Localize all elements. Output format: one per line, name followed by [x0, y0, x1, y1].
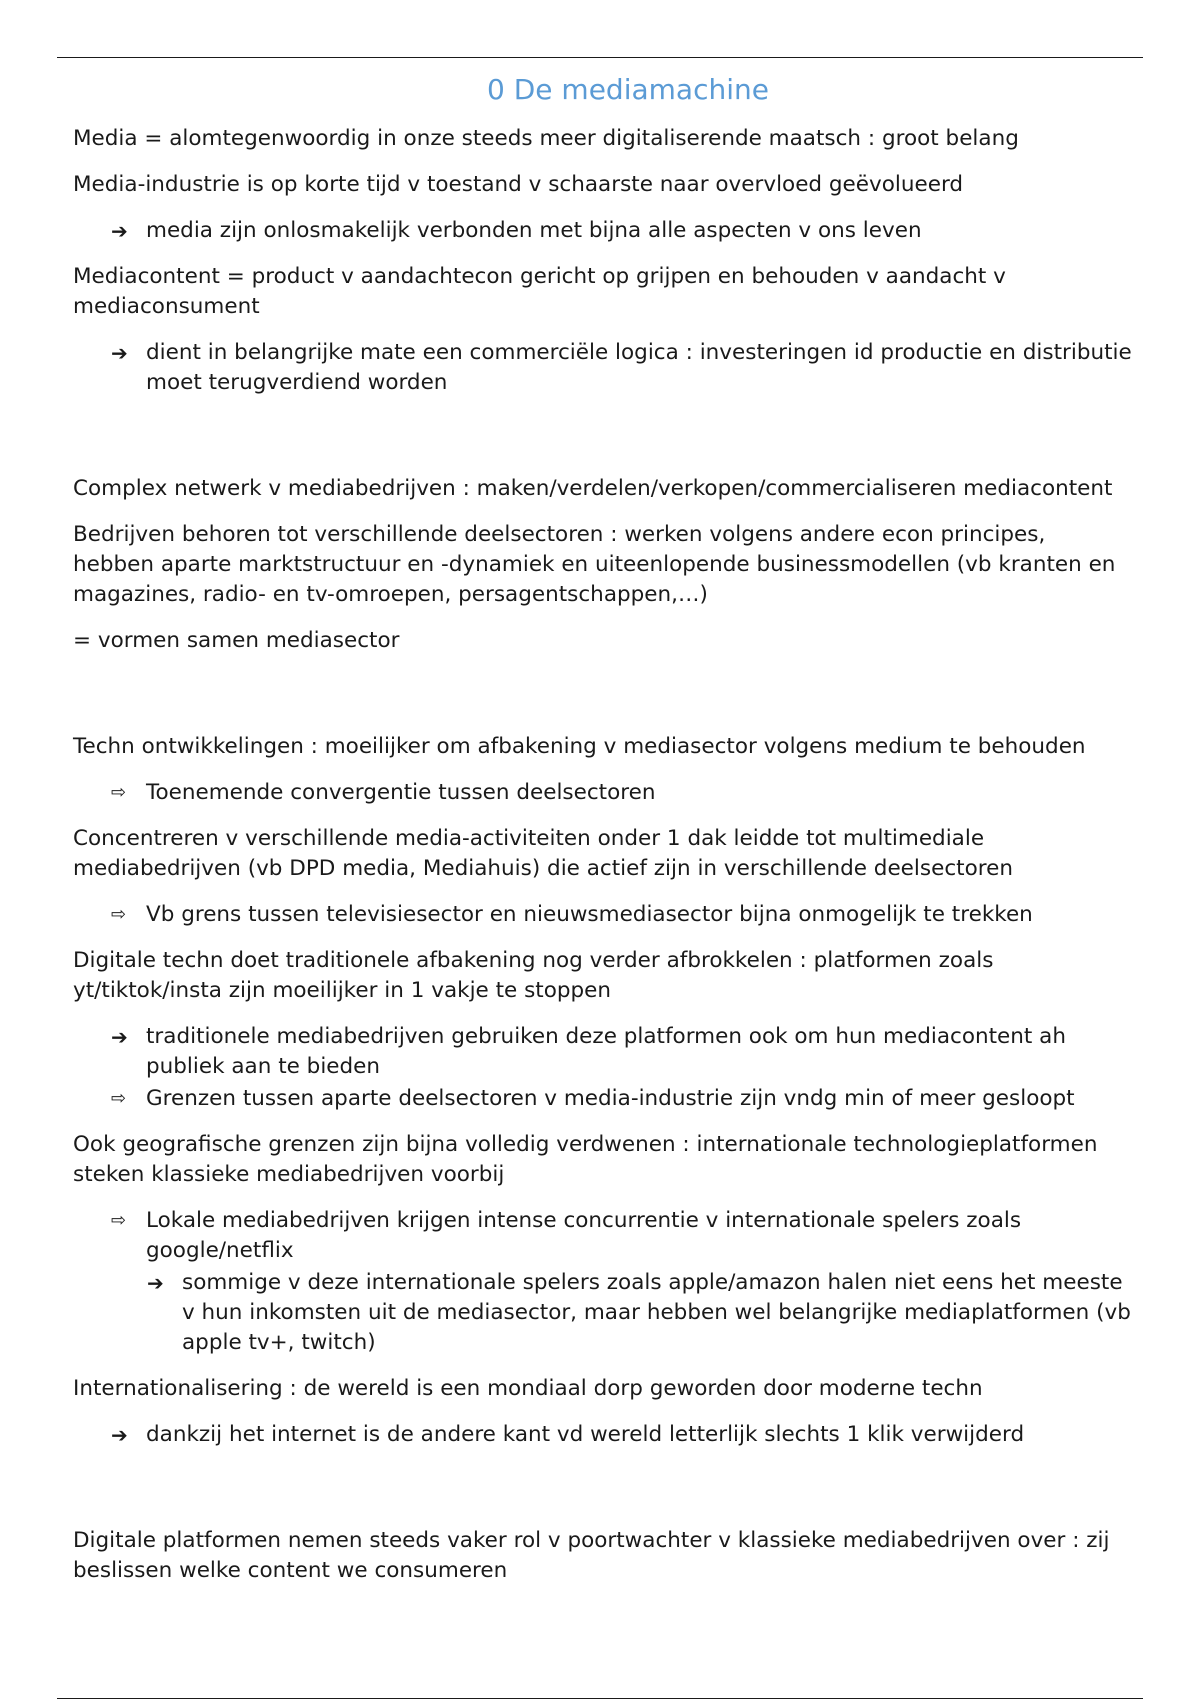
arrow-icon: ➔ — [111, 219, 128, 243]
hollow-arrow-icon: ⇨ — [111, 904, 127, 925]
hollow-arrow-icon: ⇨ — [111, 1210, 127, 1231]
list-item — [73, 1206, 1133, 1266]
list-item — [73, 1084, 1133, 1114]
paragraph: Complex netwerk v mediabedrijven : maken/verdelen/verkopen/commercialiseren mediacontent — [73, 476, 1113, 501]
hollow-arrow-icon: ⇨ — [111, 1088, 127, 1109]
paragraph: Digitale platformen nemen steeds vaker rol v poortwachter v klassieke mediabedrijven over : zij beslissen welke content we consumeren — [73, 1528, 1110, 1583]
arrow-icon: ➔ — [111, 1025, 128, 1049]
list-item — [73, 1420, 1133, 1450]
paragraph: = vormen samen mediasector — [73, 628, 400, 653]
list-item — [73, 338, 1133, 398]
list-item-text: traditionele mediabedrijven gebruiken deze platformen ook om hun mediacontent ah publiek aan te bieden — [146, 1024, 1066, 1079]
paragraph: Concentreren v verschillende media-activiteiten onder 1 dak leidde tot multimediale mediabedrijven (vb DPD media, Mediahuis) die actief zijn in verschillende deelsectoren — [73, 826, 1013, 881]
paragraph: Digitale techn doet traditionele afbakening nog verder afbrokkelen : platformen zoals yt/tiktok/insta zijn moeilijker in 1 vakje te stoppen — [73, 948, 994, 1003]
list-item-text: Toenemende convergentie tussen deelsectoren — [146, 780, 656, 805]
arrow-icon: ➔ — [111, 1423, 128, 1447]
list-item-text: dient in belangrijke mate een commerciële logica : investeringen id productie en distributie moet terugverdiend worden — [146, 340, 1132, 395]
paragraph: Internationalisering : de wereld is een mondiaal dorp geworden door moderne techn — [73, 1376, 983, 1401]
hollow-arrow-icon: ⇨ — [111, 782, 127, 803]
list-item-text: Lokale mediabedrijven krijgen intense concurrentie v internationale spelers zoals google/netflix — [146, 1208, 1022, 1263]
paragraph: Techn ontwikkelingen : moeilijker om afbakening v mediasector volgens medium te behouden — [73, 734, 1086, 759]
list-item — [73, 900, 1133, 930]
spacer — [73, 414, 1133, 474]
document-body — [73, 66, 1133, 1602]
arrow-icon: ➔ — [111, 341, 128, 365]
paragraph: Bedrijven behoren tot verschillende deelsectoren : werken volgens andere econ principes, hebben aparte marktstructuur en -dynamiek en uiteenlopende businessmodellen (vb kranten en magazines, radio- en tv-omroepen, persagentschappen,…) — [73, 522, 1116, 607]
paragraph: Ook geografische grenzen zijn bijna volledig verdwenen : internationale technologieplatformen steken klassieke mediabedrijven voorbij — [73, 1132, 1098, 1187]
list-item-text: sommige v deze internationale spelers zoals apple/amazon halen niet eens het meeste v hun inkomsten uit de mediasector, maar hebben wel belangrijke mediaplatformen (vb apple tv+, twitch) — [182, 1270, 1131, 1355]
top-rule — [57, 57, 1143, 58]
list-item — [73, 778, 1133, 808]
list-item-text: media zijn onlosmakelijk verbonden met bijna alle aspecten v ons leven — [146, 218, 922, 243]
list-item — [73, 216, 1133, 246]
paragraph: Media = alomtegenwoordig in onze steeds meer digitaliserende maatsch : groot belang — [73, 126, 1019, 151]
bottom-rule — [57, 1698, 1143, 1699]
nested-list-item — [73, 1268, 1133, 1358]
page-title: 0 De mediamachine — [487, 73, 769, 106]
arrow-icon: ➔ — [147, 1271, 164, 1295]
spacer — [73, 672, 1133, 732]
list-item-text: Grenzen tussen aparte deelsectoren v media-industrie zijn vndg min of meer gesloopt — [146, 1086, 1075, 1111]
paragraph: Mediacontent = product v aandachtecon gericht op grijpen en behouden v aandacht v mediaconsument — [73, 264, 1006, 319]
list-item — [73, 1022, 1133, 1082]
list-item-text: Vb grens tussen televisiesector en nieuwsmediasector bijna onmogelijk te trekken — [146, 902, 1033, 927]
spacer — [73, 1466, 1133, 1526]
paragraph: Media-industrie is op korte tijd v toestand v schaarste naar overvloed geëvolueerd — [73, 172, 964, 197]
list-item-text: dankzij het internet is de andere kant vd wereld letterlijk slechts 1 klik verwijderd — [146, 1422, 1025, 1447]
